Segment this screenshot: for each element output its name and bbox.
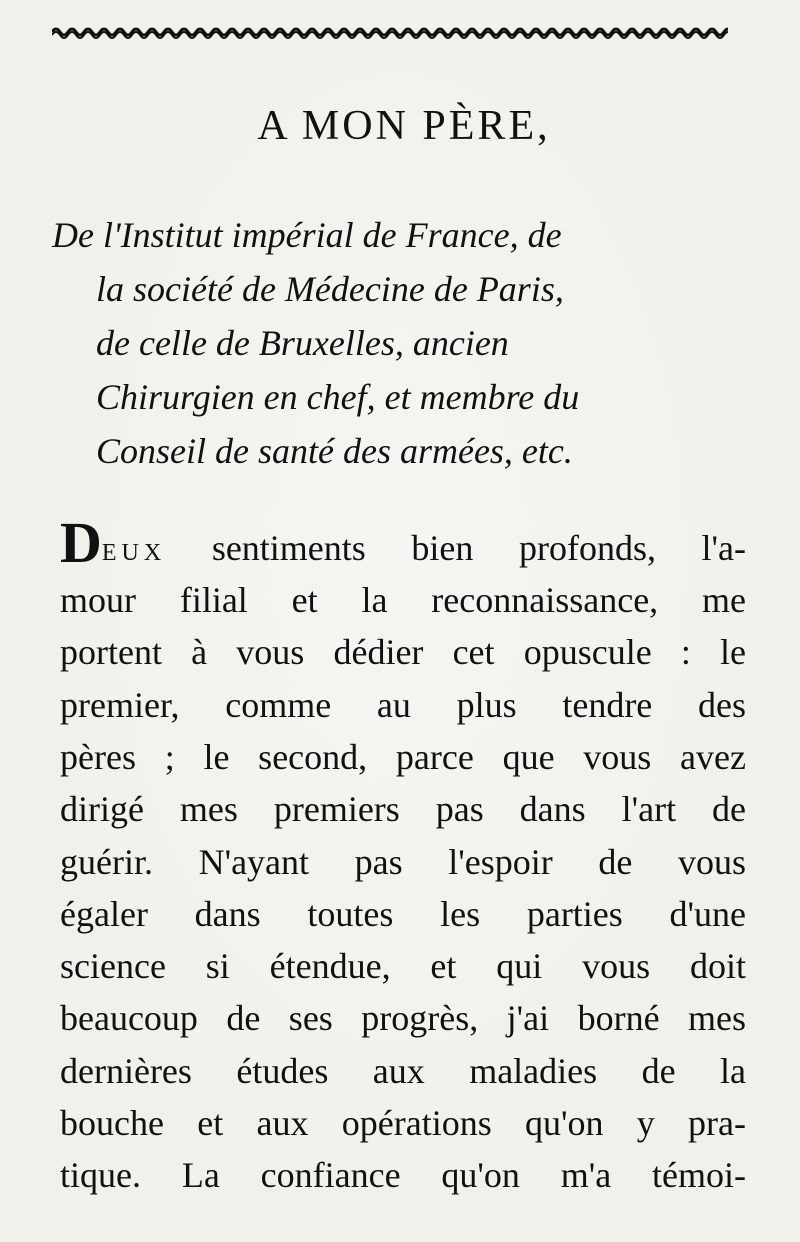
- body-line: mour filial et la reconnaissance, me: [60, 580, 746, 620]
- body-line-first-rest: sentiments bien profonds, l'a-: [166, 528, 746, 568]
- body-line: dernières études aux maladies de la: [60, 1051, 746, 1091]
- body-line: bouche et aux opérations qu'on y pra-: [60, 1103, 746, 1143]
- body-line: tique. La confiance qu'on m'a témoi-: [60, 1155, 746, 1195]
- body-line: dirigé mes premiers pas dans l'art de: [60, 789, 746, 829]
- dedication-line: la société de Médecine de Paris,: [96, 269, 564, 309]
- body-line: beaucoup de ses progrès, j'ai borné mes: [60, 998, 746, 1038]
- body-line: égaler dans toutes les parties d'une: [60, 894, 746, 934]
- page-title: A MON PÈRE,: [257, 103, 551, 149]
- small-caps-word: EUX: [101, 540, 167, 566]
- drop-cap: D: [60, 510, 102, 575]
- header-ornament-rule: [52, 20, 728, 42]
- dedication-line: de celle de Bruxelles, ancien: [96, 323, 509, 363]
- body-line: premier, comme au plus tendre des: [60, 685, 746, 725]
- dedication-line: Conseil de santé des armées, etc.: [96, 431, 573, 471]
- body-line: portent à vous dédier cet opuscule : le: [60, 632, 746, 672]
- dedication-line: De l'Institut impérial de France, de: [52, 215, 562, 255]
- body-line: pères ; le second, parce que vous avez: [60, 737, 746, 777]
- body-line: science si étendue, et qui vous doit: [60, 946, 746, 986]
- dedication-line: Chirurgien en chef, et membre du: [96, 377, 580, 417]
- body-line: guérir. N'ayant pas l'espoir de vous: [60, 842, 746, 882]
- body-line-first: [60, 510, 746, 575]
